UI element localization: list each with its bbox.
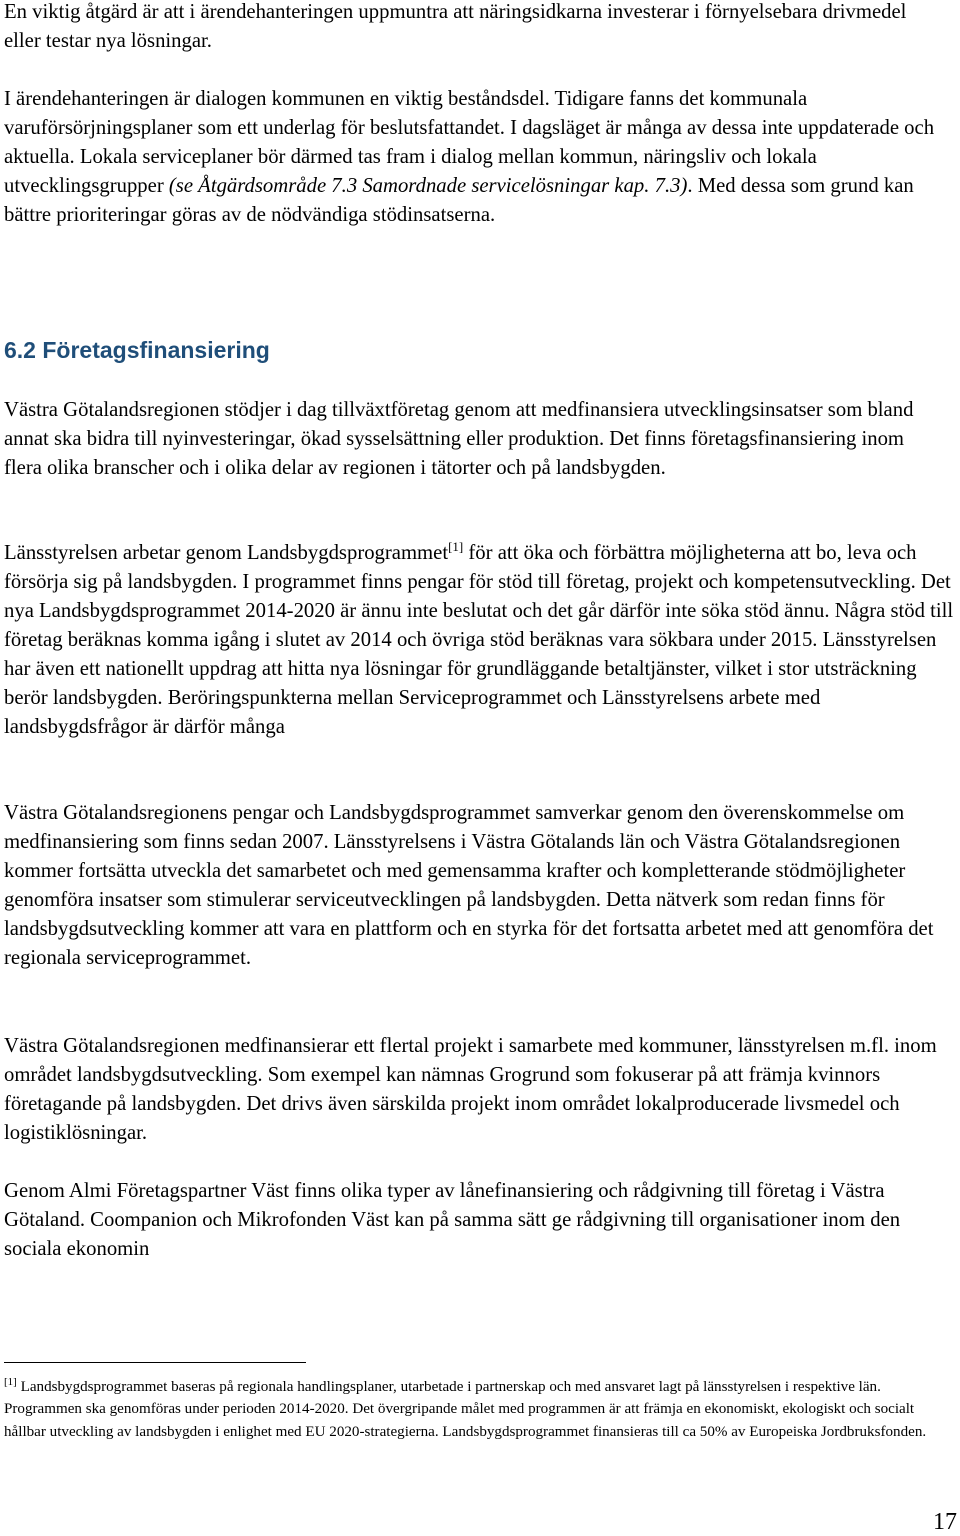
footnote-divider [4,1362,306,1363]
paragraph-text: Västra Götalandsregionen stödjer i dag tillväxtföretag genom att medfinansiera utvecklingsinsatser som bland annat ska bidra till nyinvesteringar, ökad sysselsättning eller produktion. Det finns företagsfinansiering inom flera olika branscher och i olika delar av regionen i tätorter och på landsbygden. [4,399,914,479]
cross-reference-italic: (se Åtgärdsområde 7.3 Samordnade servicelösningar kap. 7.3) [168,175,688,197]
paragraph-text: En viktig åtgärd är att i ärendehanteringen uppmuntra att näringsidkarna investerar i förnyelsebara drivmedel eller testar nya lösningar. [4,1,907,52]
paragraph-section-3 [4,799,944,973]
paragraph-intro-1 [4,0,934,56]
paragraph-intro-2 [4,85,954,230]
paragraph-text-start: Länsstyrelsen arbetar genom Landsbygdsprogrammet [4,542,449,564]
footnote-reference-link[interactable]: [1] [448,539,464,554]
paragraph-section-1 [4,396,944,483]
paragraph-text-end: . Med dessa som grund kan bättre prioriteringar göras av de nödvändiga stödinsatserna. [4,175,914,226]
paragraph-text-end: för att öka och förbättra möjligheterna att bo, leva och försörja sig på landsbygden. I programmet finns pengar för stöd till företag, projekt och kompetensutveckling. Det nya Landsbygdsprogrammet 2014-2020 är ännu inte beslutat och det går därför inte söka stöd ännu. Några stöd till företag beräknas komma igång i slutet av 2014 och övriga stöd beräknas vara sökbara under 2015. Länsstyrelsen har även ett nationellt uppdrag att hitta nya lösningar för grundläggande betaltjänster, vilket i stor utsträckning berör landsbygden. Beröringspunkterna mellan Serviceprogrammet och Länsstyrelsens arbete med landsbygdsfrågor är därför många [4,542,954,738]
footnote-text: Landsbygdsprogrammet baseras på regionala handlingsplaner, utarbetade i partnerskap och med ansvaret lagt på länsstyrelsen i respektive län. Programmen ska genomföras under perioden 2014-2020. Det övergripande målet med programmen är att främja en ekonomiskt, ekologiskt och socialt hållbar utveckling av landsbygden i enlighet med EU 2020-strategierna. Landsbygdsprogrammet finansieras till ca 50% av Europeiska Jordbruksfonden. [4,1379,927,1440]
paragraph-text: Genom Almi Företagspartner Väst finns olika typer av lånefinansiering och rådgivning till företag i Västra Götaland. Coompanion och Mikrofonden Väst kan på samma sätt ge rådgivning till organisationer inom den sociala ekonomin [4,1180,901,1260]
paragraph-text: Västra Götalandsregionen medfinansierar ett flertal projekt i samarbete med kommuner, länsstyrelsen m.fl. inom området landsbygdsutveckling. Som exempel kan nämnas Grogrund som fokuserar på att främja kvinnors företagande på landsbygden. Det drivs även särskilda projekt inom området lokalproducerade livsmedel och logistiklösningar. [4,1035,937,1144]
paragraph-text-start: I ärendehanteringen är dialogen kommunen en viktig beståndsdel. Tidigare fanns det kommunala varuförsörjningsplaner som ett underlag för beslutsfattandet. I dagsläget är många av dessa inte uppdaterade och aktuella. Lokala serviceplaner bör därmed tas fram i dialog mellan kommun, näringsliv och lokala utvecklingsgrupper [4,88,935,197]
paragraph-text: Västra Götalandsregionens pengar och Landsbygdsprogrammet samverkar genom den överenskommelse om medfinansiering som finns sedan 2007. Länsstyrelsens i Västra Götalands län och Västra Götalandsregionen kommer fortsätta utveckla det samarbetet och med gemensamma krafter och kompletterande stödmöjligheter genomföra insatser som stimulerar serviceutvecklingen på landsbygden. Detta nätverk som redan finns för landsbygdsutveckling kommer att vara en plattform och en styrka för det fortsatta arbetet med att genomföra det regionala serviceprogrammet. [4,802,934,969]
paragraph-section-5 [4,1177,929,1264]
footnote [4,1376,949,1443]
page-number: 17 [933,1509,957,1535]
paragraph-section-4 [4,1032,944,1148]
footnote-marker: [1] [4,1376,17,1388]
paragraph-section-2 [4,539,959,742]
section-heading: 6.2 Företagsfinansiering [4,337,270,363]
